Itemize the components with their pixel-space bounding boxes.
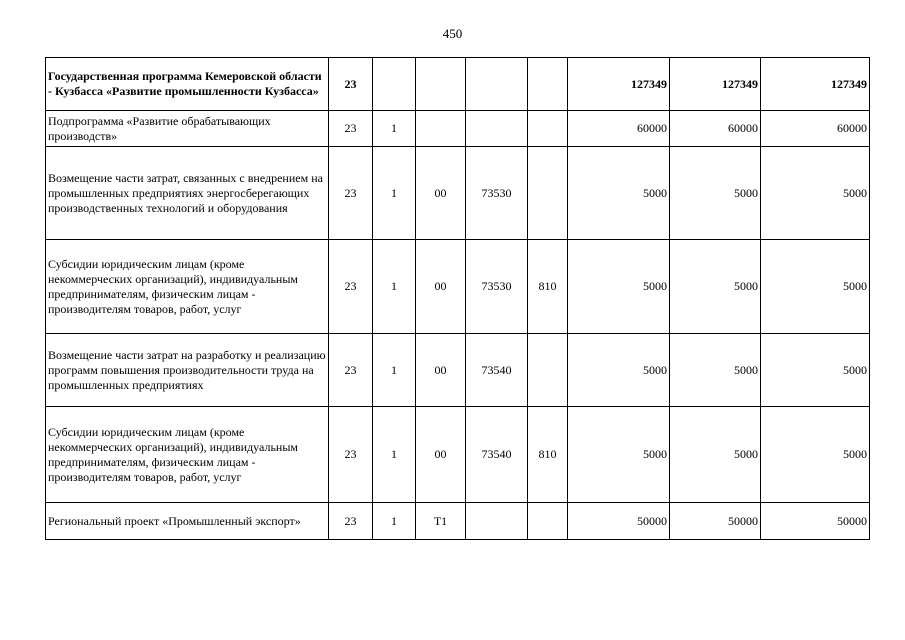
value-year-1: 127349 <box>568 58 670 111</box>
value-year-3: 5000 <box>761 147 870 240</box>
code-direction: 00 <box>416 147 466 240</box>
code-section: 23 <box>329 503 373 540</box>
table-row <box>46 240 870 334</box>
code-section: 23 <box>329 334 373 407</box>
table-row <box>46 147 870 240</box>
code-subprogram: 1 <box>373 334 416 407</box>
value-year-1: 5000 <box>568 334 670 407</box>
table-row <box>46 111 870 147</box>
value-year-2: 50000 <box>670 503 761 540</box>
code-subprogram: 1 <box>373 240 416 334</box>
code-direction <box>416 58 466 111</box>
code-expense-type <box>528 334 568 407</box>
code-subprogram: 1 <box>373 407 416 503</box>
value-year-2: 5000 <box>670 334 761 407</box>
code-item <box>466 111 528 147</box>
table-row <box>46 503 870 540</box>
value-year-1: 50000 <box>568 503 670 540</box>
value-year-2: 5000 <box>670 240 761 334</box>
table-row <box>46 58 870 111</box>
value-year-3: 5000 <box>761 407 870 503</box>
code-section: 23 <box>329 407 373 503</box>
value-year-1: 5000 <box>568 147 670 240</box>
code-item: 73530 <box>466 147 528 240</box>
code-section: 23 <box>329 147 373 240</box>
code-direction: T1 <box>416 503 466 540</box>
value-year-3: 5000 <box>761 334 870 407</box>
row-name: Подпрограмма «Развитие обрабатывающих производств» <box>46 111 329 147</box>
value-year-3: 127349 <box>761 58 870 111</box>
code-subprogram: 1 <box>373 503 416 540</box>
code-item: 73540 <box>466 334 528 407</box>
row-name: Субсидии юридическим лицам (кроме некоммерческих организаций), индивидуальным предпринимателям, физическим лицам - производителям товаров, работ, услуг <box>46 407 329 503</box>
value-year-2: 5000 <box>670 147 761 240</box>
code-item <box>466 503 528 540</box>
code-expense-type: 810 <box>528 240 568 334</box>
code-section: 23 <box>329 240 373 334</box>
value-year-2: 5000 <box>670 407 761 503</box>
code-item: 73530 <box>466 240 528 334</box>
row-name: Возмещение части затрат на разработку и реализацию программ повышения производительности труда на промышленных предприятиях <box>46 334 329 407</box>
row-name: Государственная программа Кемеровской области - Кузбасса «Развитие промышленности Кузбасса» <box>46 58 329 111</box>
table-row <box>46 407 870 503</box>
table-row <box>46 334 870 407</box>
code-expense-type <box>528 58 568 111</box>
value-year-3: 60000 <box>761 111 870 147</box>
value-year-3: 50000 <box>761 503 870 540</box>
code-expense-type <box>528 503 568 540</box>
code-direction: 00 <box>416 240 466 334</box>
row-name: Региональный проект «Промышленный экспорт» <box>46 503 329 540</box>
code-subprogram <box>373 58 416 111</box>
value-year-1: 60000 <box>568 111 670 147</box>
code-subprogram: 1 <box>373 111 416 147</box>
code-section: 23 <box>329 58 373 111</box>
page-number: 450 <box>442 26 463 41</box>
code-expense-type: 810 <box>528 407 568 503</box>
value-year-2: 127349 <box>670 58 761 111</box>
code-item: 73540 <box>466 407 528 503</box>
value-year-2: 60000 <box>670 111 761 147</box>
code-subprogram: 1 <box>373 147 416 240</box>
budget-table <box>45 57 870 540</box>
code-expense-type <box>528 147 568 240</box>
row-name: Субсидии юридическим лицам (кроме некоммерческих организаций), индивидуальным предпринимателям, физическим лицам - производителям товаров, работ, услуг <box>46 240 329 334</box>
value-year-1: 5000 <box>568 240 670 334</box>
code-expense-type <box>528 111 568 147</box>
value-year-1: 5000 <box>568 407 670 503</box>
table-body <box>46 58 870 540</box>
value-year-3: 5000 <box>761 240 870 334</box>
row-name: Возмещение части затрат, связанных с внедрением на промышленных предприятиях энергосберегающих производственных технологий и оборудования <box>46 147 329 240</box>
code-item <box>466 58 528 111</box>
code-direction <box>416 111 466 147</box>
code-section: 23 <box>329 111 373 147</box>
code-direction: 00 <box>416 334 466 407</box>
code-direction: 00 <box>416 407 466 503</box>
